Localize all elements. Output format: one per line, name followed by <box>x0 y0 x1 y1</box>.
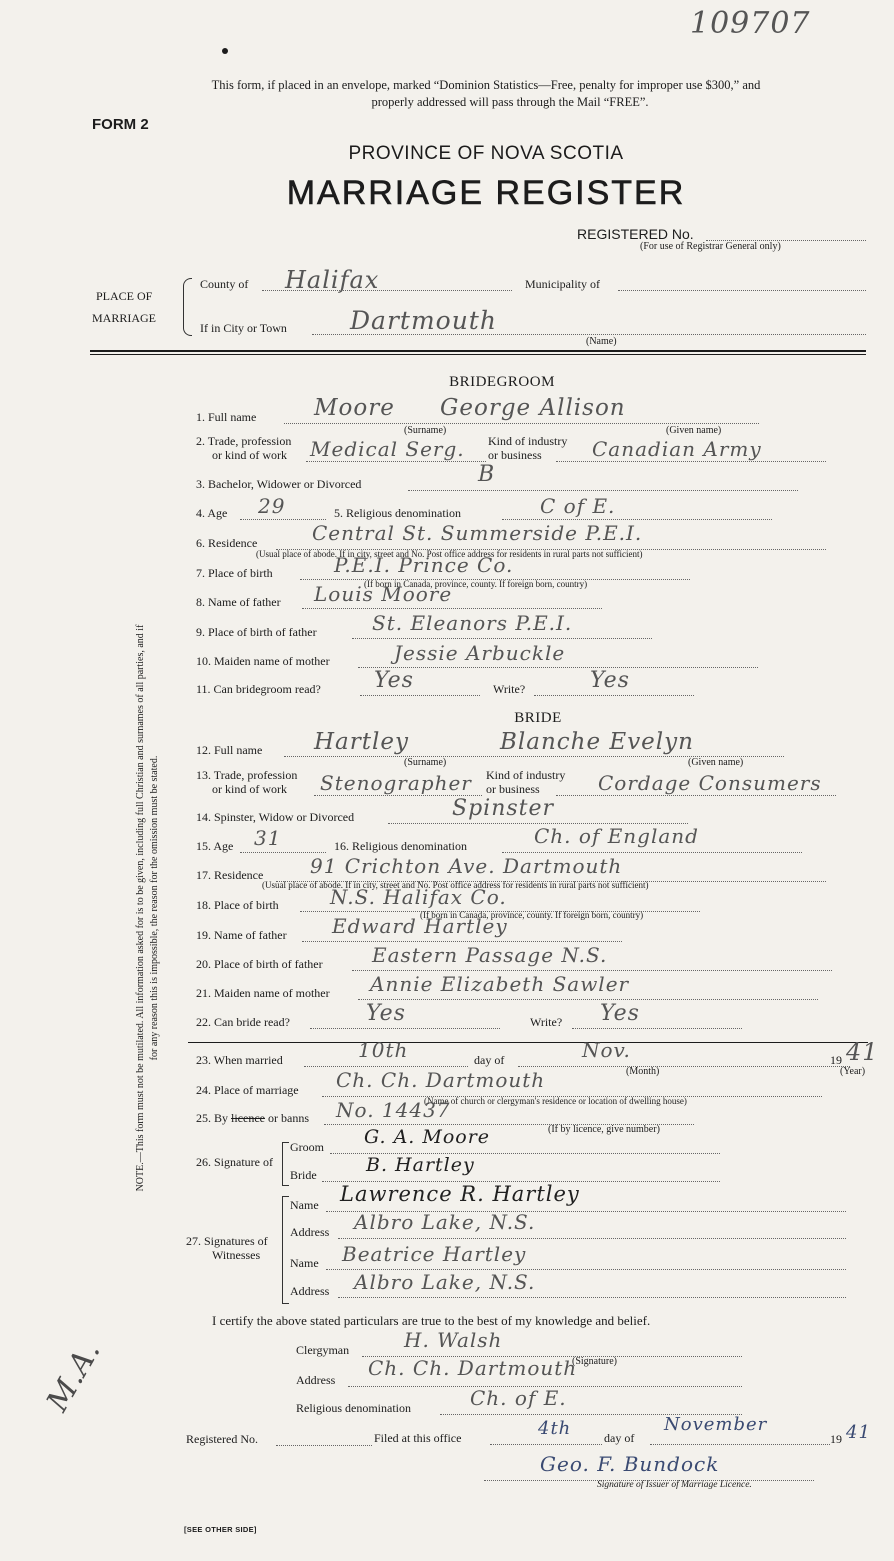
groom-father-birthplace-label: 9. Place of birth of father <box>196 625 317 639</box>
groom-read-label: 11. Can bridegroom read? <box>196 682 321 696</box>
bride-surname-value: Hartley <box>314 729 409 755</box>
witnesses-label-2: Witnesses <box>212 1248 261 1262</box>
signature-of-label: 26. Signature of <box>196 1155 273 1169</box>
mail-notice-line-1: This form, if placed in an envelope, marked “Dominion Statistics—Free, penalty for improper use $300,” and <box>211 78 761 92</box>
city-label: If in City or Town <box>200 321 287 335</box>
filing-registered-label: Registered No. <box>186 1432 258 1446</box>
bride-religion-value: Ch. of England <box>534 824 699 848</box>
witness-2-name-value: Beatrice Hartley <box>342 1242 527 1266</box>
registrar-note: (For use of Registrar General only) <box>640 241 781 252</box>
witness-1-name-label: Name <box>290 1198 319 1212</box>
groom-father-birthplace-value: St. Eleanors P.E.I. <box>372 611 573 635</box>
registered-no-label: REGISTERED No. <box>577 226 694 242</box>
day-of-label: day of <box>474 1053 505 1067</box>
groom-residence-note: (Usual place of abode. If in city, street and No. Post office address for residents in rural parts not sufficient) <box>256 549 643 559</box>
groom-residence-value: Central St. Summerside P.E.I. <box>312 521 643 545</box>
witness-2-address-label: Address <box>290 1284 330 1298</box>
groom-birthplace-label: 7. Place of birth <box>196 566 273 580</box>
month-note: (Month) <box>626 1066 660 1077</box>
bride-sig-label: Bride <box>290 1168 317 1182</box>
issuer-signature: Geo. F. Bundock <box>540 1452 720 1476</box>
signature-brace <box>282 1142 289 1186</box>
groom-signature: G. A. Moore <box>364 1126 491 1148</box>
bride-trade-label-1: 13. Trade, profession <box>196 768 298 782</box>
groom-industry-label-2: or business <box>488 448 542 462</box>
bride-father-birthplace-label: 20. Place of birth of father <box>196 957 323 971</box>
groom-father-value: Louis Moore <box>314 582 453 606</box>
bride-father-birthplace-value: Eastern Passage N.S. <box>372 943 608 967</box>
municipality-label: Municipality of <box>525 277 600 291</box>
groom-surname-value: Moore <box>314 395 395 421</box>
groom-full-name-label: 1. Full name <box>196 410 257 424</box>
bride-religion-label: 16. Religious denomination <box>334 839 467 853</box>
married-month-value: Nov. <box>582 1038 631 1062</box>
filed-month-value: November <box>664 1414 768 1435</box>
clergy-address-value: Ch. Ch. Dartmouth <box>368 1356 578 1380</box>
bride-birthplace-note: (If born in Canada, province, county. If foreign born, country) <box>420 910 644 920</box>
groom-age-label: 4. Age <box>196 506 228 520</box>
bride-age-label: 15. Age <box>196 839 234 853</box>
groom-status-label: 3. Bachelor, Widower or Divorced <box>196 477 362 491</box>
groom-age-value: 29 <box>258 494 286 518</box>
filed-year-prefix: 19 <box>830 1432 842 1446</box>
clergy-religion-value: Ch. of E. <box>470 1386 567 1410</box>
filed-day-value: 4th <box>538 1418 572 1439</box>
bride-trade-label-2: or kind of work <box>212 782 287 796</box>
bride-residence-value: 91 Crichton Ave. Dartmouth <box>310 854 623 878</box>
groom-trade-value: Medical Serg. <box>310 437 465 461</box>
licence-number-value: No. 14437 <box>336 1098 451 1122</box>
ink-mark <box>222 48 228 54</box>
married-year-prefix: 19 <box>830 1053 842 1067</box>
witnesses-label-1: 27. Signatures of <box>186 1234 268 1248</box>
marriage-place-label: 24. Place of marriage <box>196 1083 299 1097</box>
see-other-side: [SEE OTHER SIDE] <box>184 1525 257 1534</box>
document-number: 109707 <box>690 6 811 41</box>
groom-industry-label-1: Kind of industry <box>488 434 568 448</box>
when-married-label: 23. When married <box>196 1053 283 1067</box>
married-year-value: 41 <box>846 1038 879 1066</box>
certify-text: I certify the above stated particulars are true to the best of my knowledge and belief. <box>212 1313 651 1328</box>
groom-birthplace-value: P.E.I. Prince Co. <box>334 553 514 577</box>
marriage-place-note: (Name of church or clergyman's residence or location of dwelling house) <box>424 1096 687 1106</box>
bride-industry-value: Cordage Consumers <box>598 771 822 795</box>
bride-write-value: Yes <box>600 1001 640 1026</box>
bride-signature: B. Hartley <box>366 1154 475 1176</box>
groom-given-value: George Allison <box>440 395 626 421</box>
witnesses-brace <box>282 1196 289 1304</box>
clergyman-signature: H. Walsh <box>404 1328 503 1352</box>
groom-trade-label-1: 2. Trade, profession <box>196 434 292 448</box>
margin-initials: M.A. <box>40 1334 109 1418</box>
groom-residence-label: 6. Residence <box>196 536 258 550</box>
bride-birthplace-label: 18. Place of birth <box>196 898 279 912</box>
married-day-value: 10th <box>358 1038 409 1062</box>
bride-given-value: Blanche Evelyn <box>500 729 694 755</box>
bride-father-label: 19. Name of father <box>196 928 287 942</box>
groom-religion-label: 5. Religious denomination <box>334 506 461 520</box>
bride-trade-value: Stenographer <box>320 771 472 795</box>
bride-read-label: 22. Can bride read? <box>196 1015 290 1029</box>
groom-write-value: Yes <box>590 668 630 693</box>
bride-given-note: (Given name) <box>688 757 744 768</box>
groom-industry-value: Canadian Army <box>592 437 762 461</box>
year-note: (Year) <box>840 1066 866 1077</box>
groom-write-label: Write? <box>493 682 526 696</box>
clergyman-label: Clergyman <box>296 1343 350 1357</box>
groom-status-value: B <box>478 462 496 487</box>
side-note: NOTE.—This form must not be mutilated. All information asked for is to be given, including full Christian and surnames of all parties, and if for any reason this is impossible, the reason for the omission must be stated. <box>135 624 160 1192</box>
groom-religion-value: C of E. <box>540 494 616 518</box>
groom-surname-note: (Surname) <box>404 425 447 436</box>
bride-residence-note: (Usual place of abode. If in city, street and No. Post office address for residents in rural parts not sufficient) <box>262 880 649 890</box>
bride-birthplace-value: N.S. Halifax Co. <box>330 885 507 909</box>
mail-notice-line-2: properly addressed will pass through the Mail “FREE”. <box>371 95 649 109</box>
bride-status-label: 14. Spinster, Widow or Divorced <box>196 810 355 824</box>
witness-1-address-value: Albro Lake, N.S. <box>354 1210 536 1234</box>
groom-father-label: 8. Name of father <box>196 595 281 609</box>
witness-1-name-value: Lawrence R. Hartley <box>340 1182 580 1206</box>
bride-mother-label: 21. Maiden name of mother <box>196 986 330 1000</box>
bride-read-value: Yes <box>366 1001 406 1026</box>
clergy-religion-label: Religious denomination <box>296 1401 411 1415</box>
place-of-label: PLACE OF <box>96 289 153 303</box>
groom-birthplace-note: (If born in Canada, province, county. If foreign born, country) <box>364 579 588 589</box>
province-heading: PROVINCE OF NOVA SCOTIA <box>348 143 624 164</box>
bride-heading: BRIDE <box>514 710 562 726</box>
bride-mother-value: Annie Elizabeth Sawler <box>370 972 630 996</box>
marriage-place-value: Ch. Ch. Dartmouth <box>336 1068 546 1092</box>
groom-given-note: (Given name) <box>666 425 722 436</box>
licence-banns-label: 25. By licence or banns <box>196 1111 309 1125</box>
place-brace <box>183 278 192 336</box>
bride-father-value: Edward Hartley <box>332 914 508 938</box>
filed-day-of-label: day of <box>604 1431 635 1445</box>
groom-mother-value: Jessie Arbuckle <box>394 641 566 665</box>
filed-label: Filed at this office <box>374 1431 462 1445</box>
bride-full-name-label: 12. Full name <box>196 743 263 757</box>
filed-year-value: 41 <box>846 1422 871 1443</box>
bride-surname-note: (Surname) <box>404 757 447 768</box>
county-value: Halifax <box>285 266 380 294</box>
bride-status-value: Spinster <box>452 796 555 821</box>
issuer-note: Signature of Issuer of Marriage Licence. <box>597 1480 752 1490</box>
name-note: (Name) <box>586 336 617 347</box>
bride-age-value: 31 <box>254 826 282 850</box>
clergy-address-label: Address <box>296 1373 336 1387</box>
county-label: County of <box>200 277 249 291</box>
bride-industry-label-1: Kind of industry <box>486 768 566 782</box>
witness-2-address-value: Albro Lake, N.S. <box>354 1270 536 1294</box>
form-title: MARRIAGE REGISTER <box>286 174 686 212</box>
marriage-label: MARRIAGE <box>92 311 157 325</box>
licence-note: (If by licence, give number) <box>548 1124 660 1135</box>
groom-read-value: Yes <box>374 668 414 693</box>
groom-sig-label: Groom <box>290 1140 324 1154</box>
city-value: Dartmouth <box>350 306 497 335</box>
bride-write-label: Write? <box>530 1015 563 1029</box>
bride-industry-label-2: or business <box>486 782 540 796</box>
licence-struck-word: licence <box>231 1111 265 1125</box>
signature-note: (Signature) <box>572 1356 617 1367</box>
bridegroom-heading: BRIDEGROOM <box>449 374 555 390</box>
bride-residence-label: 17. Residence <box>196 868 264 882</box>
groom-mother-label: 10. Maiden name of mother <box>196 654 330 668</box>
witness-2-name-label: Name <box>290 1256 319 1270</box>
form-number: FORM 2 <box>92 116 149 133</box>
witness-1-address-label: Address <box>290 1225 330 1239</box>
groom-trade-label-2: or kind of work <box>212 448 287 462</box>
